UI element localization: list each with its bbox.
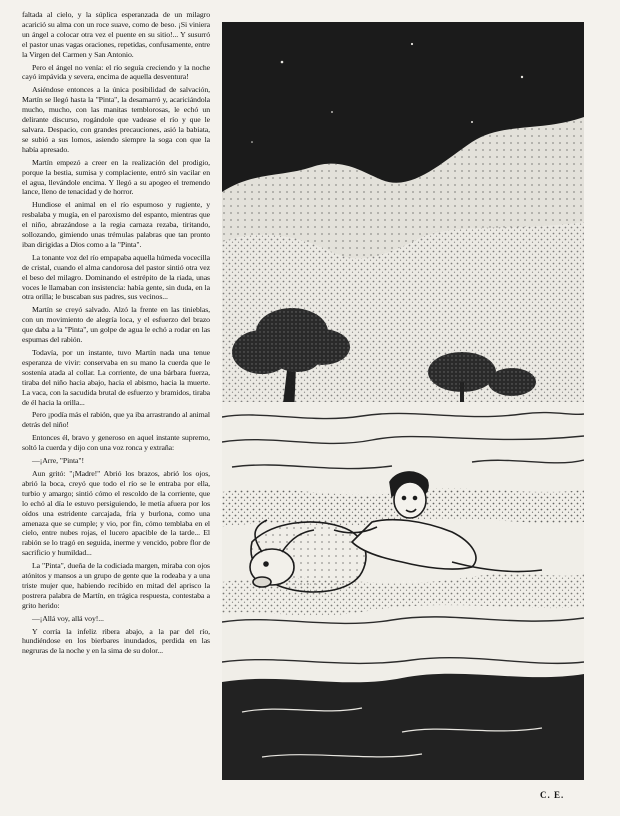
article-paragraph: Martín empezó a creer en la realización del prodigio, porque la bestia, sumisa y complaciente, entró sin vacilar en el agua, llevándole encima. Y llegó a su apogeo el tremendo lance, lleno de tenacidad y de horror. [22,157,210,197]
article-paragraph: Hundiose el animal en el río espumoso y rugiente, y resbalaba y mugía, en el paroxismo del espanto, mientras que el niño, abrazándose a la regia carnaza rezaba, tiritando, sollozando, gimiendo unas trémulas palabras que tan pronto iban dirigidas a Dios como a la "Pinta". [22,200,210,249]
article-paragraph: Asiéndose entonces a la única posibilidad de salvación, Martín se llegó hasta la "Pinta", la desamarró y, acariciándola mucho, mucho, con las manitas temblorosas, le echó un delirante discurso, rogándole que vadease el río y que le salvara. Despacio, con grandes precauciones, asió la babiata, se subió a sus lomos, asiendo siempre la soga con que la había apresado. [22,85,210,154]
article-paragraph: Entonces él, bravo y generoso en aquel instante supremo, soltó la cuerda y dijo con una voz ronca y extraña: [22,433,210,453]
story-illustration [222,22,584,780]
river-scene-drawing [222,22,584,780]
article-paragraph: Aun gritó: "¡Madre!" Abrió los brazos, abrió los ojos, abrió la boca, creyó que todo el río se le entraba por ella, turbio y amargo; sintió cómo el rescoldo de la corriente, que lo echó al día le estuvo persiguiendo, le metía afuera por los oídos una estridente carcajada, fría y burlona, como una amenaza que se cumple; y vio, por fin, cómo temblaba en el cielo, entre nubes rojas, el lucero apacible de la tarde... El rabión se lo tragó en seguida, inerme y vencido, pobre flor de sacrificio y humildad... [22,468,210,558]
article-paragraph: La tonante voz del río empapaba aquella húmeda vocecilla de cristal, cuando el alma candorosa del pastor sintió otra vez el beso del milagro. Dominando el estrépito de la riada, unas voces le llamaban con insistencia: había gente, sin duda, en la otra orilla; le buscaban sus padres, sus vecinos... [22,252,210,302]
boy-face [394,482,426,518]
article-column [22,10,210,780]
article-paragraph: Y corría la infeliz ribera abajo, a la par del río, hundiéndose en los bierbares inundados, perdida en las negruras de la noche y en la sima de su dolor... [22,626,210,656]
cow-figure [250,520,366,592]
article-paragraph: La "Pinta", dueña de la codiciada margen, miraba con ojos atónitos y mansos a un grupo de gente que la rodeaba y a una triste mujer que, habiendo recibido en mitad del aprisco la postrera palabra de Martín, en trágica respuesta, contestaba a grito herido: [22,561,210,610]
article-paragraph: —¡Arre, "Pinta"! [32,456,84,466]
article-paragraph: Martín se creyó salvado. Alzó la frente en las tinieblas, con un movimiento de alegría loca, y el esfuerzo del brazo que daba a la "Pinta", un golpe de agua le echó a rodar en las espumas del rabión. [22,305,210,345]
article-paragraph: Pero ¡podía más el rabión, que ya iba arrastrando al animal detrás del niño! [22,410,210,430]
article-paragraph: Pero el ángel no venía: el río seguía creciendo y la noche cayó impávida y severa, encima de aquella desventura! [22,62,210,82]
article-paragraph: faltada al cielo, y la súplica esperanzada de un milagro acarició su alma con un roce suave, como de beso. ¡Si viniera un ángel a colocar otra vez el puente en su sitio!... Y susurró el pastor unas vagas oraciones, repetidas, confusamente, entre la Virgen del Carmen y San Antonio. [22,10,210,59]
article-paragraph: —¡Allá voy, allá voy!... [32,613,104,623]
author-signature: C. E. [540,790,565,800]
article-paragraph: Todavía, por un instante, tuvo Martín nada una tenue esperanza de vivir: conservaba en su mano la cuerda que le sostenía atada al collar. La corriente, de una bárbara fuerza, tiraba del niño hacia abajo, hacia el abismo, hacia la muerte. La vaca, con la sacudida brutal de esfuerzo y bramidos, tiraba de él hacia la orilla... [22,348,210,407]
dark-water [222,674,584,780]
